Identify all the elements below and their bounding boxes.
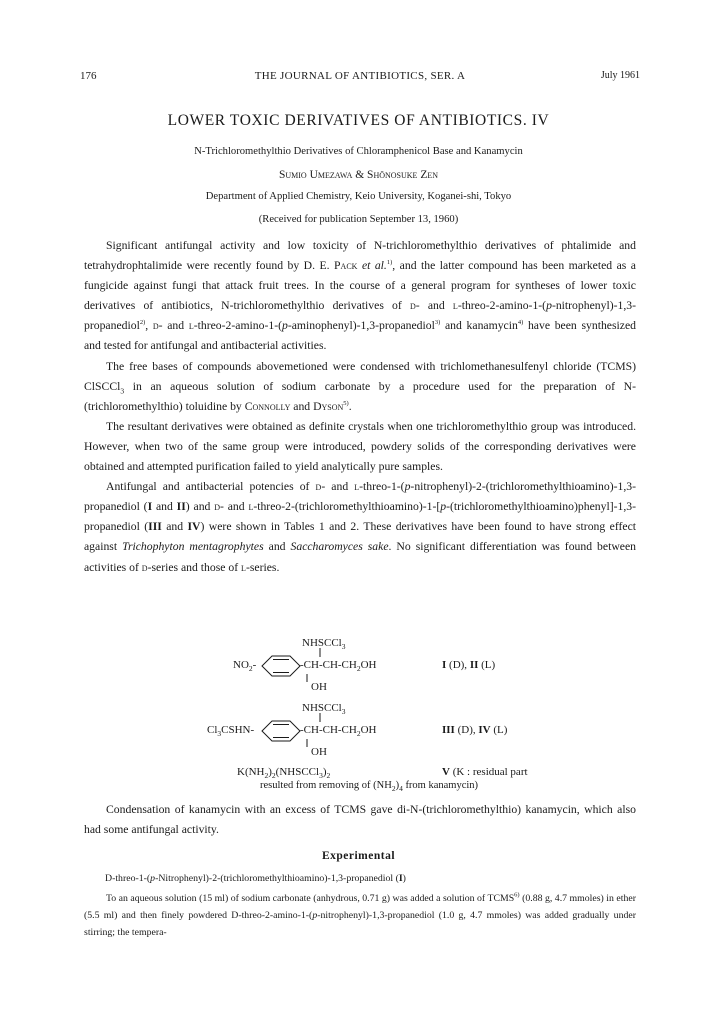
- paragraph-1: Significant antifungal activity and low toxicity of N-trichloromethylthio derivatives of phtalimide and tetrahydrophtalimide were recently found by D. E. Pack et al.$^{1)}$, and the latter compound has been marketed as a fungicide against fungi that attack fruit trees. In the course of a general program for syntheses of lower toxic derivatives of antibiotics, N-trichloromethylthio derivatives of d- and l-threo-2-amino-1-(p-nitrophenyl)-1,3-propanediol$^{2)}$, d- and l-threo-2-amino-1-(p-aminophenyl)-1,3-propanediol$^{3)}$ and kanamycin$^{4)}$ have been synthesized and tested for antifungal and antibacterial activities.: [84, 239, 637, 353]
- s2-cl3cshn: $Cl_3CSHN-$: [207, 724, 255, 739]
- s1-nhsccl3: NHSCCl$_3$: [302, 637, 346, 652]
- paragraph-2: The free bases of compounds abovemetioned were condensed with trichlomethanesulfenyl chloride (TCMS) ClSCCl$_3$ in an aqueous solution of sodium carbonate by a procedure used for the preparation of N-(trichloromethylthio) toluidine by Connolly and Dyson$^{5)}$.: [84, 359, 636, 413]
- authors: Sumio Umezawa & Shōnosuke Zen: [278, 169, 439, 181]
- s1-no2: $NO_2-$: [233, 659, 257, 674]
- paragraph-3: The resultant derivatives were obtained as definite crystals when one trichloromethylthio group was introduced. However, when two of the same group were introduced, powdery solids of the corresponding derivatives were obtained and attempted purification failed to yield analytically pure samples.: [84, 419, 636, 474]
- s2-label: III (D), IV (L): [442, 724, 508, 736]
- s2-oh: OH: [311, 746, 327, 758]
- s1-oh: OH: [311, 681, 327, 693]
- kanamycin-formula: $K(NH_2)_2(NHSCCl_3)_2$: [237, 766, 331, 781]
- paragraph-4: Antifungal and antibacterial potencies of d- and l-threo-1-(p-nitrophenyl)-2-(trichloromethylthioamino)-1,3-propanediol (I and II) and d- and l-threo-2-(trichloromethylthioamino)-1-[p-(trichloromethylthioamino)phenyl]-1,3-propanediol (III and IV) were shown in Tables 1 and 2. These derivatives have been found to have strong effect against Trichophyton mentagrophytes and Saccharomyces sake. No significant differentiation was found between activities of d-series and those of l-series.: [84, 480, 637, 574]
- body-text: [84, 236, 636, 578]
- experimental-text: [84, 890, 636, 941]
- received-date: (Received for publication September 13, 1960): [258, 214, 459, 225]
- body-text-2: [84, 800, 636, 840]
- page-number: 176: [80, 70, 97, 82]
- kanamycin-label: V (K : residual part: [442, 766, 528, 778]
- experimental-heading: Experimental: [321, 850, 396, 862]
- kanamycin-note: resulted from removing of $(NH_2)_4$ from kanamycin): [260, 780, 479, 794]
- s2-nhsccl3: NHSCCl$_3$: [302, 702, 346, 717]
- s1-label: I (D), II (L): [442, 659, 496, 671]
- paragraph-5: Condensation of kanamycin with an excess of TCMS gave di-N-(trichloromethylthio) kanamycin, which also had some antifungal activity.: [84, 803, 636, 837]
- article-subtitle: N-Trichloromethylthio Derivatives of Chloramphenicol Base and Kanamycin: [194, 146, 523, 157]
- issue-date: July 1961: [600, 70, 640, 81]
- s2-chain: $-CH-CH-CH_2OH$: [300, 724, 377, 739]
- s1-chain: $-CH-CH-CH_2OH$: [300, 659, 377, 674]
- experimental-subheading: D-threo-1-(p-Nitrophenyl)-2-(trichloromethylthioamino)-1,3-propanediol (I): [105, 873, 406, 884]
- chemical-structures: [0, 630, 717, 800]
- journal-name: THE JOURNAL OF ANTIBIOTICS, SER. A: [254, 70, 466, 82]
- affiliation: Department of Applied Chemistry, Keio University, Koganei-shi, Tokyo: [205, 191, 512, 202]
- running-header: [80, 70, 640, 86]
- article-title: LOWER TOXIC DERIVATIVES OF ANTIBIOTICS. IV: [167, 112, 550, 129]
- benzene-ring-drawings: [0, 630, 717, 800]
- experimental-paragraph: To an aqueous solution (15 ml) of sodium carbonate (anhydrous, 0.71 g) was added a solution of TCMS$^{6)}$ (0.88 g, 4.7 mmoles) in ether (5.5 ml) and then finely powdered D-threo-2-amino-1-(p-nitrophenyl)-1,3-propanediol (1.0 g, 4.7 mmoles) was added gradually under stirring; the tempera-: [84, 891, 636, 938]
